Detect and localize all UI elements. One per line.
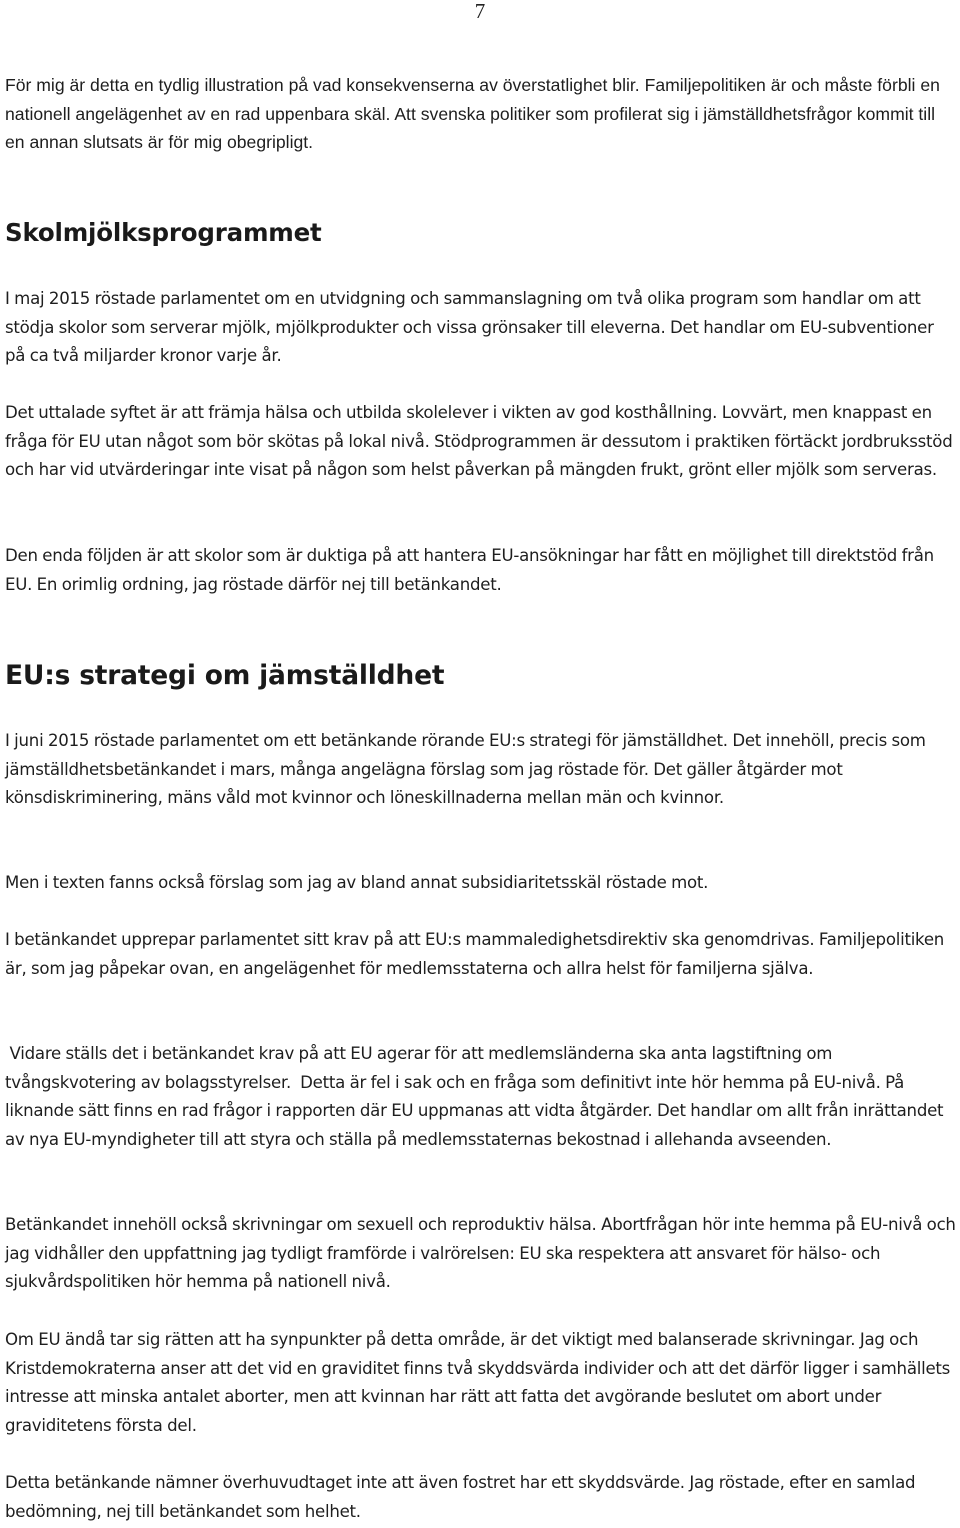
paragraph: Den enda följden är att skolor som är duktiga på att hantera EU-ansökningar har fått en möjlighet till direktstöd från EU. En orimlig ordning, jag röstade därför nej till betänkandet. xyxy=(5,546,934,594)
section-school-milk xyxy=(5,218,957,248)
paragraph: Vidare ställs det i betänkandet krav på att EU agerar för att medlemsländerna ska anta lagstiftning om tvångskvotering av bolagsstyrelser. Detta är fel i sak och en fråga som definitivt inte hör hemma på EU-nivå. På liknande sätt finns en rad frågor i rapporten där EU uppmanas att vidta åtgärder. Det handlar om allt från inrättandet av nya EU-myndigheter till att styra och ställa på medlemsstaternas bekostnad i allehanda avseenden. xyxy=(5,1044,948,1149)
paragraph: Betänkandet innehöll också skrivningar om sexuell och reproduktiv hälsa. Abortfrågan hör inte hemma på EU-nivå och jag vidhåller den uppfattning jag tydligt framförde i valrörelsen: EU ska respektera att ansvaret för hälso- och sjukvårdspolitiken hör hemma på nationell nivå. xyxy=(5,1215,956,1292)
paragraph: Det uttalade syftet är att främja hälsa och utbilda skolelever i vikten av god kosthållning. Lovvärt, men knappast en fråga för EU utan något som bör skötas på lokal nivå. Stödprogrammen är dessutom i praktiken förtäckt jordbruksstöd och har vid utvärderingar inte visat på någon som helst påverkan på mängden frukt, grönt eller mjölk som serveras. xyxy=(5,403,953,480)
section-heading: Skolmjölksprogrammet xyxy=(5,218,322,247)
paragraph: Om EU ändå tar sig rätten att ha synpunkter på detta område, är det viktigt med balanserade skrivningar. Jag och Kristdemokraterna anser att det vid en graviditet finns två skyddsvärda individer och att det därför ligger i samhällets intresse att minska antalet aborter, men att kvinnan har rätt att fatta det avgörande beslutet om abort under graviditetens första del. xyxy=(5,1330,951,1435)
paragraph: I juni 2015 röstade parlamentet om ett betänkande rörande EU:s strategi för jämställdhet. Det innehöll, precis som jämställdhetsbetänkandet i mars, många angelägna förslag som jag röstade för. Det gäller åtgärder mot könsdiskriminering, mäns våld mot kvinnor och löneskillnaderna mellan män och kvinnor. xyxy=(5,731,926,808)
section-heading: EU:s strategi om jämställdhet xyxy=(5,660,445,691)
paragraph: I betänkandet upprepar parlamentet sitt krav på att EU:s mammaledighetsdirektiv ska genomdrivas. Familjepolitiken är, som jag påpekar ovan, en angelägenhet för medlemsstaterna och allra helst för familjerna själva. xyxy=(5,930,945,978)
paragraph: Detta betänkande nämner överhuvudtaget inte att även fostret har ett skyddsvärde. Jag röstade, efter en samlad bedömning, nej till betänkandet som helhet. xyxy=(5,1473,916,1521)
paragraph: I maj 2015 röstade parlamentet om en utvidgning och sammanslagning om två olika program som handlar om att stödja skolor som serverar mjölk, mjölkprodukter och vissa grönsaker till eleverna. Det handlar om EU-subventioner på ca två miljarder kronor varje år. xyxy=(5,289,934,366)
paragraph: Men i texten fanns också förslag som jag av bland annat subsidiaritetsskäl röstade mot. xyxy=(5,873,709,892)
intro-paragraph: För mig är detta en tydlig illustration på vad konsekvenserna av överstatlighet blir. Familjepolitiken är och måste förbli en nationell angelägenhet av en rad uppenbara skäl. Att svenska politiker som profilerat sig i jämställdhetsfrågor kommit till en annan slutsats är för mig obegripligt. xyxy=(5,75,940,152)
section-gender-equality xyxy=(5,660,957,692)
page-number: 7 xyxy=(474,0,486,23)
